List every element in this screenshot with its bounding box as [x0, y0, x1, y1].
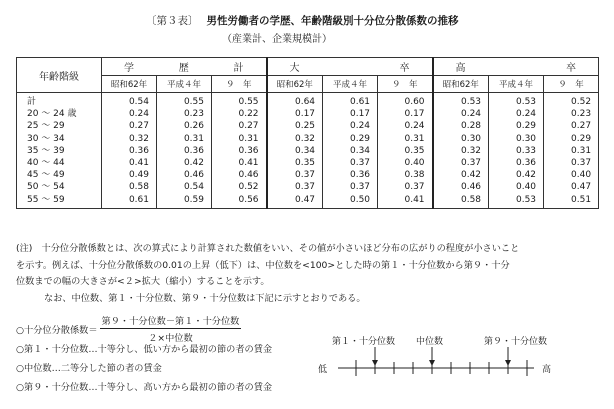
sub-header-s62: 昭和62年 — [267, 76, 323, 93]
table-subtitle: （産業計、企業規模計） — [222, 34, 332, 45]
cell: 0.53 — [460, 97, 482, 107]
cell: 0.37 — [571, 157, 592, 168]
cell: 0.32 — [128, 133, 149, 144]
values-highschool-s62 — [433, 93, 489, 209]
cell: 0.24 — [128, 109, 149, 120]
scale-label-first-decile: 第１・十分位数 — [332, 337, 396, 347]
cell: 0.51 — [571, 194, 592, 205]
group-header-highschool-char2: 卒 — [566, 63, 577, 74]
cell: 0.37 — [349, 182, 371, 193]
cell: 0.61 — [349, 97, 371, 107]
cell: 0.41 — [404, 194, 425, 205]
age-header: 年齢階級 — [17, 58, 102, 93]
cell: 0.46 — [183, 170, 204, 181]
sub-header-s62: 昭和62年 — [102, 76, 157, 93]
formula-denominator: ２×中位数 — [148, 333, 193, 344]
cell: 0.36 — [183, 145, 204, 156]
group-header-total-char1: 学 — [124, 63, 134, 74]
sub-header-h9: ９ 年 — [544, 76, 599, 93]
scale-label-ninth-decile: 第９・十分位数 — [484, 337, 548, 347]
cell: 0.29 — [515, 121, 537, 132]
values-university-s62 — [267, 93, 323, 209]
cell: 0.32 — [460, 145, 482, 156]
sub-header-h9: ９ 年 — [378, 76, 433, 93]
group-header-university-char1: 大 — [289, 63, 300, 74]
age-label: 25 ～ 29 — [27, 121, 65, 132]
table-number: 〔第３表〕 — [146, 15, 199, 27]
coefficient-table — [16, 57, 599, 209]
cell: 0.58 — [128, 182, 149, 193]
values-highschool-h4 — [489, 93, 544, 209]
sub-header-h4: 平成４年 — [323, 76, 378, 93]
cell: 0.54 — [128, 97, 149, 107]
cell: 0.53 — [515, 97, 537, 107]
cell: 0.22 — [238, 109, 259, 120]
cell: 0.52 — [571, 97, 592, 107]
age-label: 35 ～ 39 — [27, 145, 65, 156]
definitions — [16, 340, 272, 397]
cell: 0.37 — [294, 170, 316, 181]
cell: 0.42 — [183, 157, 204, 168]
note-line-3: 位数までの幅の大きさが<２>拡大（縮小）することを示す。 — [16, 276, 270, 287]
cell: 0.24 — [460, 109, 482, 120]
values-university-h9 — [378, 93, 433, 209]
scale-arrows — [372, 347, 511, 366]
table-title — [146, 13, 459, 28]
age-label: 50 ～ 54 — [27, 182, 65, 193]
note-line-1: (注) 十分位分散係数とは、次の算式により計算された数値をいい、その値が小さいほど分布の広がりの程度が小さいこと — [16, 243, 520, 254]
scale-label-median: 中位数 — [416, 337, 444, 347]
arrowhead-median-icon — [429, 360, 435, 366]
scale-label-low: 低 — [318, 365, 328, 375]
cell: 0.54 — [183, 182, 204, 193]
cell: 0.55 — [183, 97, 204, 107]
cell: 0.61 — [128, 194, 149, 205]
cell: 0.55 — [238, 97, 259, 107]
formula-numerator: 第９・十分位数－第１・十分位数 — [100, 313, 242, 329]
age-label: 計 — [27, 97, 37, 107]
cell: 0.52 — [238, 182, 259, 193]
cell: 0.36 — [128, 145, 149, 156]
values-total-s62 — [102, 93, 157, 209]
cell: 0.53 — [515, 194, 537, 205]
arrowhead-ninth-decile-icon — [505, 360, 511, 366]
cell: 0.40 — [571, 170, 592, 181]
age-label: 30 ～ 34 — [27, 133, 65, 144]
cell: 0.40 — [404, 157, 425, 168]
cell: 0.31 — [571, 145, 592, 156]
cell: 0.41 — [128, 157, 149, 168]
cell: 0.25 — [294, 121, 316, 132]
cell: 0.28 — [460, 121, 482, 132]
cell: 0.24 — [404, 121, 425, 132]
cell: 0.27 — [571, 121, 592, 132]
cell: 0.50 — [349, 194, 371, 205]
note-line-2: を示す。例えば、十分位分散係数の0.01の上昇（低下）は、中位数を<100>とした時の第１・十分位数から第９・十分 — [16, 259, 510, 271]
cell: 0.36 — [349, 170, 371, 181]
values-highschool-h9 — [544, 93, 599, 209]
cell: 0.24 — [349, 121, 371, 132]
decile-scale-diagram — [318, 330, 554, 380]
definition-median: ○中位数…二等分した節の者の賃金 — [16, 363, 162, 374]
cell: 0.64 — [294, 97, 316, 107]
cell: 0.31 — [404, 133, 425, 144]
age-label: 45 ～ 49 — [27, 170, 65, 181]
cell: 0.34 — [294, 145, 316, 156]
cell: 0.30 — [515, 133, 537, 144]
scale-label-high: 高 — [542, 365, 552, 375]
cell: 0.58 — [460, 194, 482, 205]
sub-header-s62: 昭和62年 — [433, 76, 489, 93]
cell: 0.38 — [404, 170, 425, 181]
group-header-total-char3: 計 — [233, 63, 244, 74]
cell: 0.32 — [294, 133, 316, 144]
sub-header-h9: ９ 年 — [212, 76, 267, 93]
cell: 0.17 — [349, 109, 371, 120]
cell: 0.23 — [571, 109, 592, 120]
arrowhead-first-decile-icon — [372, 360, 378, 366]
cell: 0.42 — [460, 170, 482, 181]
group-header-university-char2: 卒 — [399, 63, 410, 74]
cell: 0.37 — [460, 157, 482, 168]
cell: 0.46 — [460, 182, 482, 193]
cell: 0.34 — [349, 145, 371, 156]
cell: 0.23 — [183, 109, 204, 120]
cell: 0.30 — [460, 133, 482, 144]
values-total-h4 — [157, 93, 212, 209]
table-title-text: 男性労働者の学歴、年齢階級別十分位分散係数の推移 — [206, 15, 459, 27]
notes — [16, 241, 606, 307]
cell: 0.47 — [294, 194, 316, 205]
cell: 0.37 — [404, 182, 425, 193]
cell: 0.17 — [294, 109, 316, 120]
cell: 0.27 — [238, 121, 259, 132]
cell: 0.42 — [515, 170, 537, 181]
cell: 0.59 — [183, 194, 204, 205]
cell: 0.37 — [294, 182, 316, 193]
values-total-h9 — [212, 93, 267, 209]
group-header-highschool — [433, 58, 599, 76]
age-labels — [17, 93, 102, 209]
cell: 0.17 — [404, 109, 425, 120]
cell: 0.29 — [571, 133, 592, 144]
cell: 0.26 — [183, 121, 204, 132]
cell: 0.41 — [238, 157, 259, 168]
cell: 0.33 — [515, 145, 537, 156]
cell: 0.49 — [128, 170, 149, 181]
values-university-h4 — [323, 93, 378, 209]
group-header-university — [267, 58, 433, 76]
sub-header-h4: 平成４年 — [157, 76, 212, 93]
age-label: 20 ～ 24 歳 — [27, 109, 77, 120]
cell: 0.36 — [238, 145, 259, 156]
cell: 0.35 — [294, 157, 316, 168]
group-header-total-char2: 歴 — [178, 63, 189, 74]
cell: 0.24 — [515, 109, 537, 120]
cell: 0.47 — [571, 182, 592, 193]
formula-lhs: ○十分位分散係数＝ — [16, 324, 98, 336]
cell: 0.37 — [349, 157, 371, 168]
cell: 0.60 — [404, 97, 425, 107]
note-line-4: なお、中位数、第１・十分位数、第９・十分位数は下記に示すとおりである。 — [44, 292, 366, 304]
cell: 0.46 — [238, 170, 259, 181]
cell: 0.36 — [515, 157, 537, 168]
cell: 0.27 — [128, 121, 149, 132]
age-label: 55 ～ 59 — [27, 194, 65, 205]
cell: 0.56 — [238, 194, 259, 205]
sub-header-h4: 平成４年 — [489, 76, 544, 93]
definition-ninth-decile: ○第９・十分位数…十等分し、高い方から最初の節の者の賃金 — [16, 382, 273, 393]
cell: 0.31 — [238, 133, 259, 144]
cell: 0.29 — [349, 133, 371, 144]
cell: 0.40 — [515, 182, 537, 193]
age-label: 40 ～ 44 — [27, 157, 65, 168]
definition-first-decile: ○第１・十分位数…十等分し、低い方から最初の節の者の賃金 — [16, 344, 273, 355]
group-header-highschool-char1: 高 — [455, 63, 466, 74]
group-header-total — [102, 58, 267, 76]
cell: 0.31 — [183, 133, 204, 144]
cell: 0.35 — [404, 145, 425, 156]
